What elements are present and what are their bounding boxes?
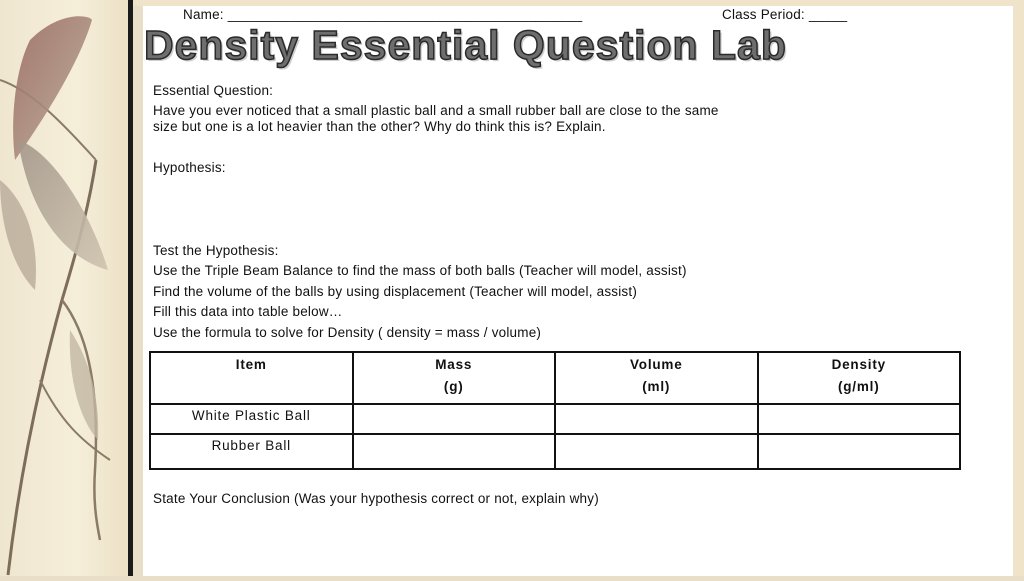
column-header-volume xyxy=(555,352,758,404)
eucalyptus-branch-icon xyxy=(0,0,128,576)
density-cell[interactable] xyxy=(758,404,961,434)
test-step: Use the Triple Beam Balance to find the mass of both balls (Teacher will model, assist) xyxy=(153,263,687,278)
page-title: Density Essential Question Lab xyxy=(144,22,787,68)
test-heading: Test the Hypothesis: xyxy=(153,243,279,258)
essential-question-line-2: size but one is a lot heavier than the other? Why do think this is? Explain. xyxy=(153,119,606,134)
density-cell[interactable] xyxy=(758,434,961,469)
item-cell: White Plastic Ball xyxy=(150,404,353,434)
class-period-label: Class Period: _____ xyxy=(722,7,848,22)
column-header-unit: (g/ml) xyxy=(837,379,880,394)
column-header-label: Volume xyxy=(629,357,683,372)
panel-divider xyxy=(128,0,133,576)
right-border xyxy=(1013,0,1024,576)
test-step: Find the volume of the balls by using displacement (Teacher will model, assist) xyxy=(153,284,638,299)
column-header-unit: (g) xyxy=(443,379,464,394)
table-row xyxy=(150,404,960,434)
column-header-item xyxy=(150,352,353,404)
conclusion-heading: State Your Conclusion (Was your hypothesis correct or not, explain why) xyxy=(153,491,599,506)
item-cell: Rubber Ball xyxy=(150,434,353,469)
column-header-label: Mass xyxy=(435,357,473,372)
column-header-label: Density xyxy=(831,357,886,372)
essential-question-heading: Essential Question: xyxy=(153,83,274,98)
table-header-row xyxy=(150,352,960,404)
mass-cell[interactable] xyxy=(353,434,556,469)
table-row xyxy=(150,434,960,469)
hypothesis-heading: Hypothesis: xyxy=(153,160,226,175)
essential-question-line-1: Have you ever noticed that a small plastic ball and a small rubber ball are close to the same xyxy=(153,103,719,118)
decorative-side-panel xyxy=(0,0,128,576)
test-step: Use the formula to solve for Density ( density = mass / volume) xyxy=(153,325,542,340)
volume-cell[interactable] xyxy=(555,434,758,469)
column-header-mass xyxy=(353,352,556,404)
volume-cell[interactable] xyxy=(555,404,758,434)
column-header-label: Item xyxy=(235,357,267,372)
mass-cell[interactable] xyxy=(353,404,556,434)
name-field-label: Name: ______________________________________________ xyxy=(183,7,583,22)
column-header-unit: (ml) xyxy=(642,379,671,394)
data-table xyxy=(149,351,961,470)
test-step: Fill this data into table below… xyxy=(153,304,343,319)
column-header-density xyxy=(758,352,961,404)
